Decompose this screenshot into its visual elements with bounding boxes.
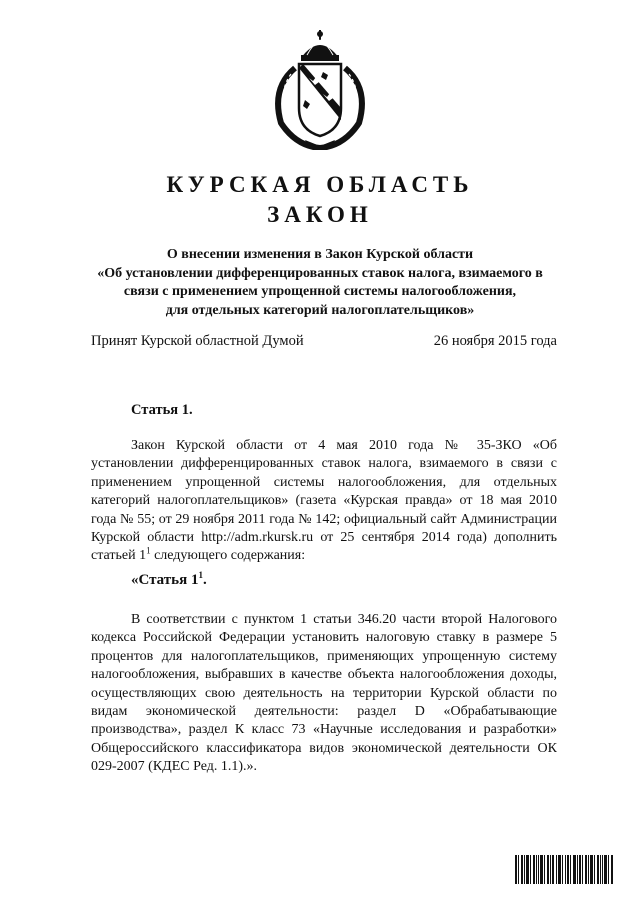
subject-line: связи с применением упрощенной системы налогообложения, (123, 284, 517, 299)
adopted-by: Принят Курской областной Думой (91, 333, 304, 349)
barcode-icon (515, 855, 613, 884)
region-title: КУРСКАЯ ОБЛАСТЬ (166, 172, 474, 197)
article-1-text-end: следующего содержания: (150, 548, 306, 564)
subject-line: для отдельных категорий налогоплательщиков» (165, 302, 475, 318)
article-1-text (91, 437, 557, 566)
law-title: ЗАКОН (267, 202, 373, 227)
new-article-heading (131, 572, 207, 589)
kursk-coat-of-arms-icon (261, 28, 379, 150)
law-subject (80, 246, 560, 320)
new-article-heading-suffix: . (202, 572, 207, 588)
new-article-superscript: 1 (198, 570, 203, 580)
new-article-heading-prefix: «Статья 1 (131, 572, 199, 588)
subject-line: О внесении изменения в Закон Курской области (166, 247, 474, 262)
article-1-text-main: Закон Курской области от 4 мая 2010 года № 35-ЗКО «Об установлении дифференцированных ставок налога, взимаемого в связи с применением упрощенной системы налогообложения, для отдельных категорий налогоплательщиков» (газета «Курская правда» от 18 мая 2010 года № 55; от 29 ноября 2011 года № 142; официальный сайт Администрации Курской области http://adm.rkursk.ru от 25 сентября 2014 года) дополнить статьей 1 (91, 438, 557, 564)
article-1-heading: Статья 1. (131, 402, 193, 418)
adoption-line (91, 333, 557, 350)
subject-line: «Об установлении дифференцированных ставок налога, взимаемого в (97, 265, 543, 281)
article-number-superscript: 1 (146, 545, 151, 556)
new-article-text: В соответствии с пунктом 1 статьи 346.20 части второй Налогового кодекса Российской Федерации установить налоговую ставку в размере 5 процентов для налогоплательщиков, применяющих упрощенную систему налогообложения, выбравших в качестве объекта налогообложения доходы, осуществляющих свою деятельность на территории Курской области по видам экономической деятельности: раздел D «Обрабатывающие производства», раздел К класс 73 «Научные исследования и разработки» Общероссийского классификатора видов экономической деятельности ОК 029-2007 (КДЕС Ред. 1.1).». (91, 612, 557, 775)
adopted-date: 26 ноября 2015 года (433, 333, 557, 349)
